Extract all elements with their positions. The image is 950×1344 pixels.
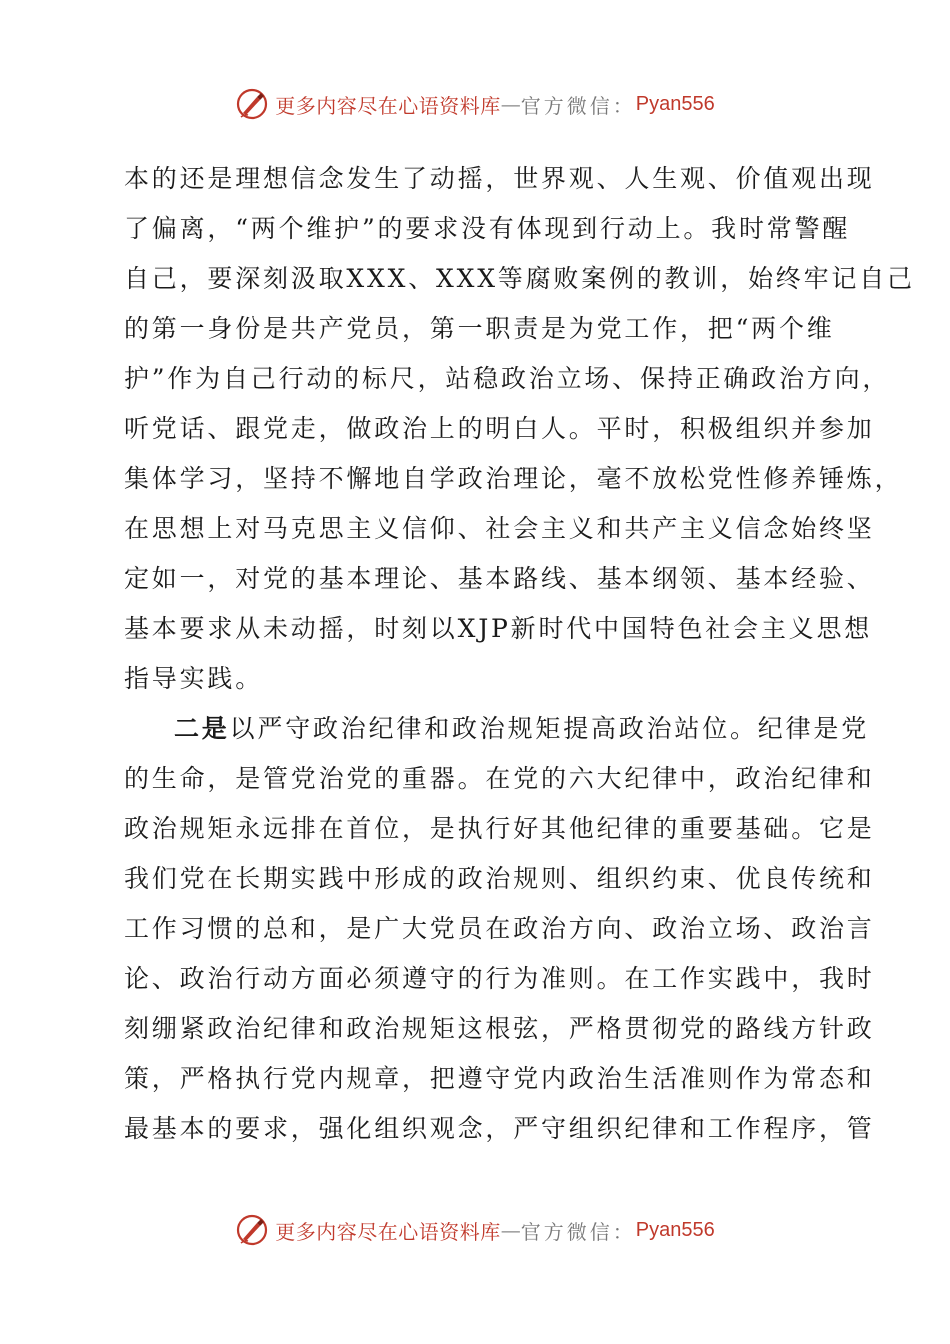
body-line: 最基本的要求，强化组织观念，严守组织纪律和工作程序，管: [124, 1114, 875, 1143]
paragraph-2-lead: 二是: [174, 714, 230, 743]
watermark-wechat-label: 官方微信：: [520, 1219, 636, 1244]
body-line: 定如一，对党的基本理论、基本路线、基本纲领、基本经验、: [124, 564, 875, 593]
body-line: 工作习惯的总和，是广大党员在政治方向、政治立场、政治言: [124, 914, 875, 943]
body-line: 集体学习，坚持不懈地自学政治理论，毫不放松党性修养锤炼，: [124, 464, 903, 493]
body-line: 自己，要深刻汲取XXX、XXX等腐败案例的教训，始终牢记自己: [124, 264, 915, 293]
body-line: 我们党在长期实践中形成的政治规则、组织约束、优良传统和: [124, 864, 875, 893]
document-body: [124, 154, 915, 1154]
watermark-brand-text: 更多内容尽在心语资料库: [275, 1219, 501, 1244]
header-watermark: [0, 84, 950, 124]
body-line: 了偏离，“两个维护”的要求没有体现到行动上。我时常警醒: [124, 214, 851, 243]
body-line: 刻绷紧政治纪律和政治规矩这根弦，严格贯彻党的路线方针政: [124, 1014, 875, 1043]
paragraph-2-first-text: 以严守政治纪律和政治规矩提高政治站位。纪律是党: [229, 714, 870, 743]
body-line: 本的还是理想信念发生了动摇，世界观、人生观、价值观出现: [124, 164, 875, 193]
watermark-dash: —: [500, 92, 521, 116]
body-line: 的生命，是管党治党的重器。在党的六大纪律中，政治纪律和: [124, 764, 875, 793]
watermark-wechat-label: 官方微信：: [520, 93, 636, 118]
body-line: 基本要求从未动摇，时刻以XJP新时代中国特色社会主义思想: [124, 614, 873, 643]
paragraph-2-first-line: [124, 704, 870, 754]
body-line: 论、政治行动方面必须遵守的行为准则。在工作实践中，我时: [124, 964, 875, 993]
body-line: 护”作为自己行动的标尺，站稳政治立场、保持正确政治方向，: [124, 364, 891, 393]
footer-watermark: [0, 1210, 950, 1250]
watermark-wechat-id: Pyan556: [635, 92, 715, 115]
body-line: 指导实践。: [124, 664, 264, 693]
body-line: 在思想上对马克思主义信仰、社会主义和共产主义信念始终坚: [124, 514, 875, 543]
body-line: 听党话、跟党走，做政治上的明白人。平时，积极组织并参加: [124, 414, 875, 443]
pen-circle-logo-icon: [235, 87, 269, 121]
body-line: 策，严格执行党内规章，把遵守党内政治生活准则作为常态和: [124, 1064, 875, 1093]
pen-circle-logo-icon: [235, 1213, 269, 1247]
body-line: 的第一身份是共产党员，第一职责是为党工作，把“两个维: [124, 314, 835, 343]
watermark-brand-text: 更多内容尽在心语资料库: [275, 93, 501, 118]
watermark-dash: —: [500, 1218, 521, 1242]
body-line: 政治规矩永远排在首位，是执行好其他纪律的重要基础。它是: [124, 814, 875, 843]
watermark-wechat-id: Pyan556: [635, 1218, 715, 1241]
